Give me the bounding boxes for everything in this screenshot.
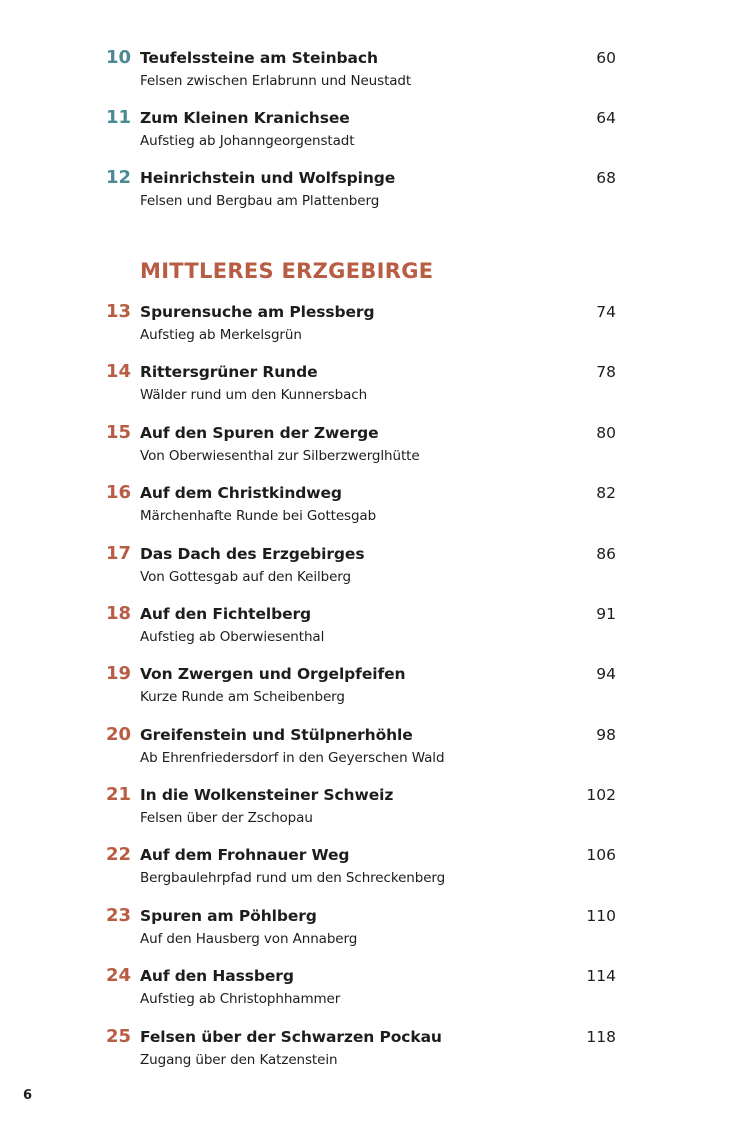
- entry-title: Heinrichstein und Wolfspinge: [140, 169, 396, 187]
- entry-page: 94: [596, 665, 616, 683]
- entry-page: 118: [586, 1028, 616, 1046]
- entry-title: Auf den Spuren der Zwerge: [140, 424, 379, 442]
- entry-number: 15: [105, 422, 131, 443]
- toc-entry: [0, 663, 742, 713]
- entry-number: 21: [105, 784, 131, 805]
- toc-entry: [0, 47, 742, 97]
- entry-title: Auf den Hassberg: [140, 967, 294, 985]
- entry-page: 106: [586, 846, 616, 864]
- toc-entry: [0, 301, 742, 351]
- entry-subtitle: Zugang über den Katzenstein: [140, 1052, 338, 1068]
- toc-entry: [0, 422, 742, 472]
- entry-subtitle: Aufstieg ab Johanngeorgenstadt: [140, 133, 355, 149]
- entry-page: 80: [596, 424, 616, 442]
- entry-page: 78: [596, 363, 616, 381]
- toc-entry: [0, 844, 742, 894]
- entry-title: Rittersgrüner Runde: [140, 363, 318, 381]
- section-heading: MITTLERES ERZGEBIRGE: [140, 259, 434, 283]
- entry-subtitle: Auf den Hausberg von Annaberg: [140, 931, 358, 947]
- entry-page: 91: [596, 605, 616, 623]
- entry-subtitle: Felsen zwischen Erlabrunn und Neustadt: [140, 73, 412, 89]
- entry-subtitle: Kurze Runde am Scheibenberg: [140, 689, 345, 705]
- entry-number: 16: [105, 482, 131, 503]
- toc-entry: [0, 784, 742, 834]
- toc-entry: [0, 1026, 742, 1076]
- entry-page: 64: [596, 109, 616, 127]
- entry-page: 98: [596, 726, 616, 744]
- entry-number: 12: [105, 167, 131, 188]
- entry-subtitle: Wälder rund um den Kunnersbach: [140, 387, 368, 403]
- entry-number: 14: [105, 361, 131, 382]
- entry-title: Teufelssteine am Steinbach: [140, 49, 378, 67]
- entry-page: 110: [586, 907, 616, 925]
- toc-entry: [0, 724, 742, 774]
- entry-title: In die Wolkensteiner Schweiz: [140, 786, 394, 804]
- entry-subtitle: Aufstieg ab Merkelsgrün: [140, 327, 302, 343]
- entry-title: Auf dem Frohnauer Weg: [140, 846, 350, 864]
- entry-title: Greifenstein und Stülpnerhöhle: [140, 726, 413, 744]
- entry-number: 25: [105, 1026, 131, 1047]
- entry-number: 11: [105, 107, 131, 128]
- entry-subtitle: Ab Ehrenfriedersdorf in den Geyerschen Wald: [140, 750, 445, 766]
- toc-entry: [0, 482, 742, 532]
- entry-title: Auf dem Christkindweg: [140, 484, 342, 502]
- entry-subtitle: Felsen und Bergbau am Plattenberg: [140, 193, 380, 209]
- toc-entry: [0, 167, 742, 217]
- entry-subtitle: Bergbaulehrpfad rund um den Schreckenberg: [140, 870, 446, 886]
- entry-number: 24: [105, 965, 131, 986]
- toc-entry: [0, 107, 742, 157]
- entry-number: 13: [105, 301, 131, 322]
- entry-number: 20: [105, 724, 131, 745]
- toc-entry: [0, 905, 742, 955]
- entry-page: 86: [596, 545, 616, 563]
- entry-title: Spurensuche am Plessberg: [140, 303, 375, 321]
- entry-number: 23: [105, 905, 131, 926]
- entry-title: Von Zwergen und Orgelpfeifen: [140, 665, 406, 683]
- entry-number: 22: [105, 844, 131, 865]
- toc-entry: [0, 965, 742, 1015]
- entry-number: 10: [105, 47, 131, 68]
- entry-page: 74: [596, 303, 616, 321]
- entry-number: 17: [105, 543, 131, 564]
- entry-title: Felsen über der Schwarzen Pockau: [140, 1028, 442, 1046]
- entry-number: 18: [105, 603, 131, 624]
- toc-entry: [0, 543, 742, 593]
- toc-entry: [0, 361, 742, 411]
- entry-subtitle: Felsen über der Zschopau: [140, 810, 313, 826]
- entry-title: Auf den Fichtelberg: [140, 605, 312, 623]
- entry-page: 82: [596, 484, 616, 502]
- entry-subtitle: Aufstieg ab Christophhammer: [140, 991, 341, 1007]
- entry-subtitle: Aufstieg ab Oberwiesenthal: [140, 629, 325, 645]
- entry-subtitle: Von Gottesgab auf den Keilberg: [140, 569, 351, 585]
- toc-entry: [0, 603, 742, 653]
- entry-subtitle: Märchenhafte Runde bei Gottesgab: [140, 508, 377, 524]
- entry-page: 68: [596, 169, 616, 187]
- entry-page: 60: [596, 49, 616, 67]
- entry-page: 102: [586, 786, 616, 804]
- entry-title: Das Dach des Erzgebirges: [140, 545, 365, 563]
- page-number: 6: [23, 1088, 33, 1103]
- entry-title: Zum Kleinen Kranichsee: [140, 109, 350, 127]
- entry-title: Spuren am Pöhlberg: [140, 907, 317, 925]
- entry-page: 114: [586, 967, 616, 985]
- entry-number: 19: [105, 663, 131, 684]
- entry-subtitle: Von Oberwiesenthal zur Silberzwerglhütte: [140, 448, 420, 464]
